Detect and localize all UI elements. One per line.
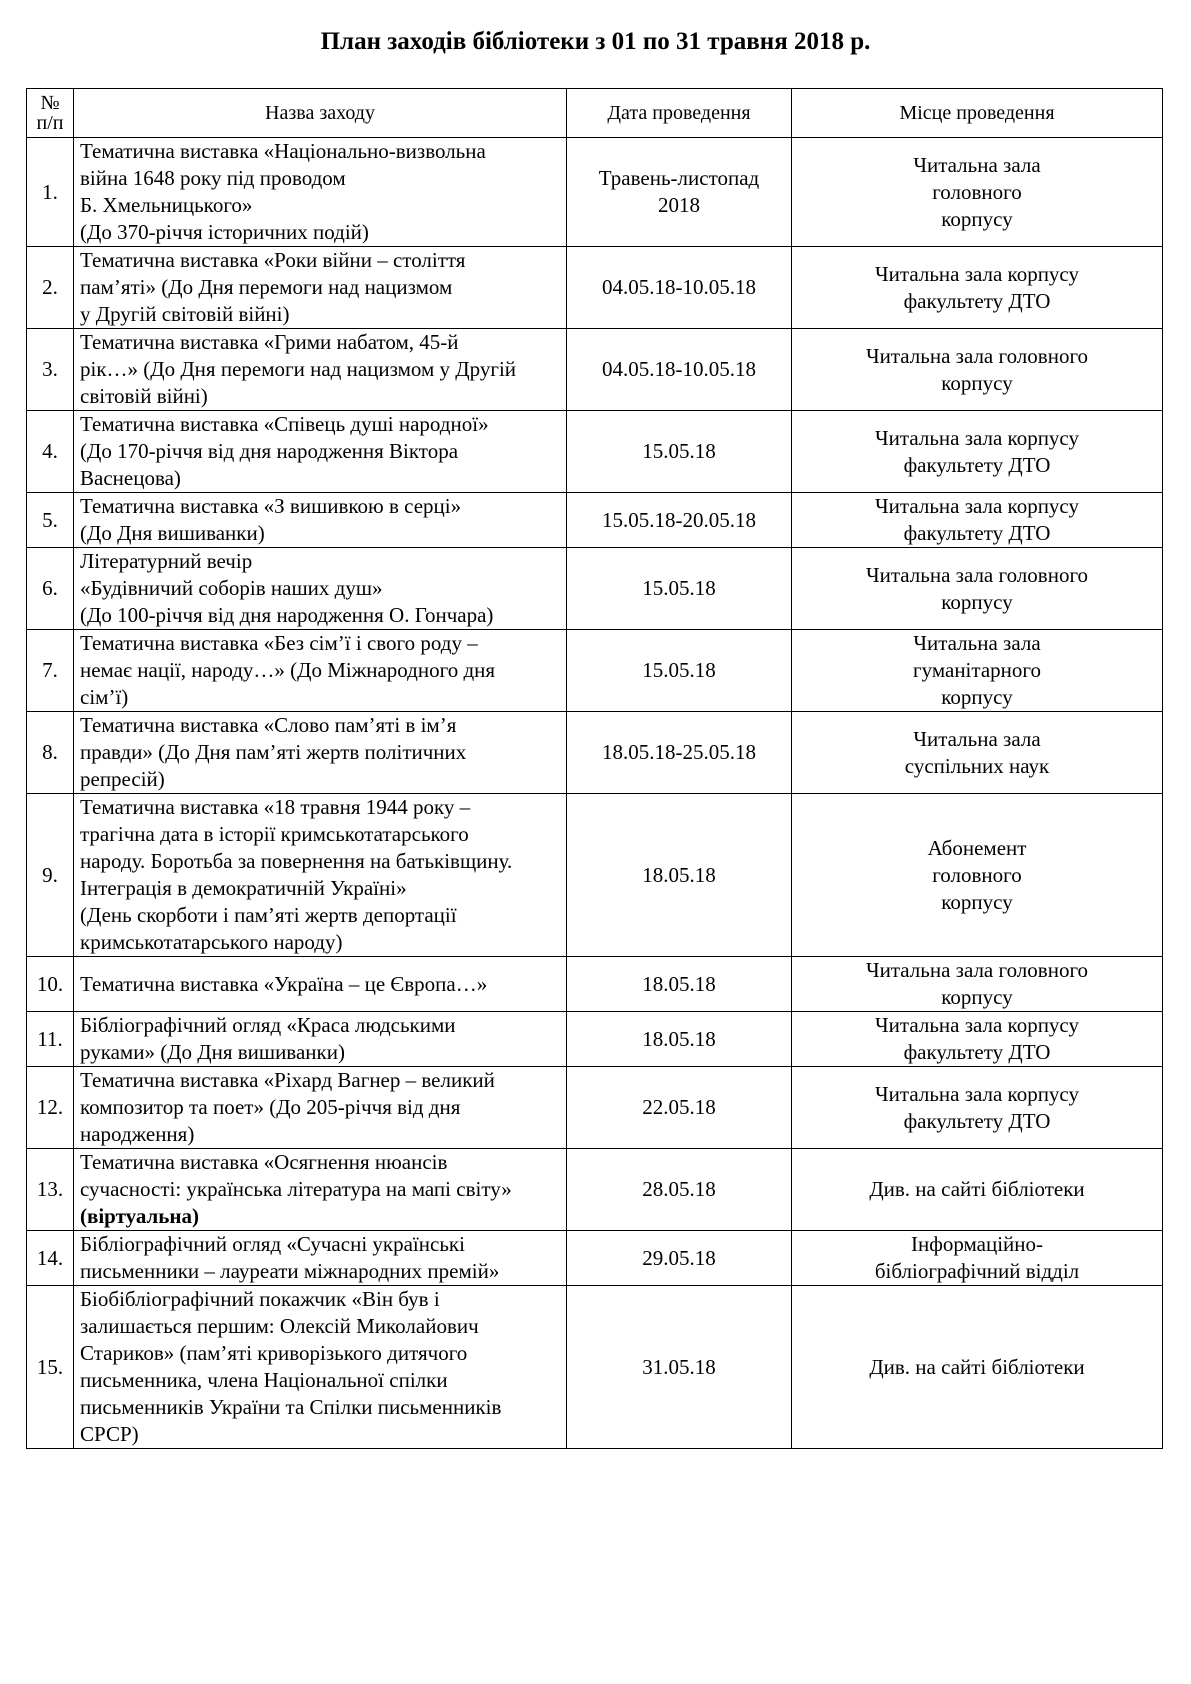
row-number: 1. bbox=[27, 138, 74, 247]
row-number: 14. bbox=[27, 1231, 74, 1286]
table-row bbox=[27, 1067, 1163, 1149]
event-name bbox=[74, 1067, 567, 1149]
cell-line: Біобібліографічний покажчик «Він був і bbox=[80, 1287, 440, 1311]
cell-line: 18.05.18 bbox=[642, 862, 716, 887]
cell-line: Травень-листопад bbox=[598, 166, 760, 190]
cell-line: 31.05.18 bbox=[642, 1354, 716, 1379]
row-number: 15. bbox=[27, 1286, 74, 1449]
cell-line: факультету ДТО bbox=[903, 1040, 1051, 1064]
cell-line: Читальна зала головного bbox=[865, 343, 1089, 368]
cell-line: Бібліографічний огляд «Краса людськими bbox=[80, 1013, 456, 1037]
cell-line: (До 100-річчя від дня народження О. Гончара) bbox=[80, 603, 494, 627]
cell-line: корпусу bbox=[941, 370, 1013, 395]
cell-line: Тематична виставка «Без сім’ї і свого роду – bbox=[80, 631, 478, 655]
cell-line: корпусу bbox=[941, 206, 1013, 231]
cell-line: корпусу bbox=[941, 889, 1013, 914]
cell-line: 18.05.18-25.05.18 bbox=[602, 740, 756, 764]
event-place bbox=[792, 548, 1163, 630]
event-place bbox=[792, 493, 1163, 548]
cell-line: письменників України та Спілки письменників bbox=[80, 1395, 502, 1419]
cell-line: суспільних наук bbox=[904, 753, 1050, 778]
cell-line: Літературний вечір bbox=[80, 549, 253, 573]
cell-line: Читальна зала корпусу bbox=[875, 425, 1079, 450]
cell-line: (До 370-річчя історичних подій) bbox=[80, 220, 369, 244]
event-name bbox=[74, 712, 567, 794]
cell-line: Читальна зала bbox=[913, 631, 1041, 655]
row-number: 13. bbox=[27, 1149, 74, 1231]
cell-line: Читальна зала bbox=[913, 726, 1041, 751]
event-place bbox=[792, 712, 1163, 794]
table-row bbox=[27, 329, 1163, 411]
event-date bbox=[567, 411, 792, 493]
table-body bbox=[27, 138, 1163, 1449]
header-event-name: Назва заходу bbox=[74, 89, 567, 138]
event-name bbox=[74, 247, 567, 329]
event-date bbox=[567, 712, 792, 794]
table-row bbox=[27, 794, 1163, 957]
cell-line: трагічна дата в історії кримськотатарського bbox=[80, 822, 469, 846]
cell-line: у Другій світовій війні) bbox=[80, 302, 290, 326]
cell-line: бібліографічний відділ bbox=[874, 1259, 1080, 1283]
row-number: 3. bbox=[27, 329, 74, 411]
cell-line: 29.05.18 bbox=[642, 1245, 716, 1270]
table-row bbox=[27, 1286, 1163, 1449]
table-row bbox=[27, 712, 1163, 794]
cell-line: Читальна зала bbox=[913, 152, 1041, 177]
cell-line: Інформаційно- bbox=[910, 1232, 1044, 1256]
cell-line: гуманітарного bbox=[913, 658, 1041, 682]
cell-line: народу. Боротьба за повернення на батьківщину. bbox=[80, 849, 513, 873]
event-name bbox=[74, 1286, 567, 1449]
event-note-bold: (віртуальна) bbox=[80, 1204, 199, 1228]
event-name bbox=[74, 329, 567, 411]
row-number: 7. bbox=[27, 630, 74, 712]
cell-line: Стариков» (пам’яті криворізького дитячого bbox=[80, 1341, 468, 1365]
cell-line: сучасності: українська література на мапі світу» bbox=[80, 1177, 512, 1201]
cell-line: корпусу bbox=[941, 589, 1013, 614]
cell-line: Див. на сайті бібліотеки bbox=[869, 1177, 1085, 1201]
event-date bbox=[567, 247, 792, 329]
cell-line: (До Дня вишиванки) bbox=[80, 521, 265, 545]
cell-line: рік…» (До Дня перемоги над нацизмом у Другій bbox=[80, 357, 517, 381]
cell-line: головного bbox=[932, 179, 1022, 204]
event-place bbox=[792, 1231, 1163, 1286]
cell-line: Читальна зала головного bbox=[865, 958, 1089, 982]
cell-line: СРСР) bbox=[80, 1422, 139, 1446]
cell-line: 18.05.18 bbox=[642, 1026, 716, 1051]
cell-line: факультету ДТО bbox=[903, 521, 1051, 545]
cell-line: правди» (До Дня пам’яті жертв політичних bbox=[80, 740, 467, 764]
cell-line: Тематична виставка «Україна – це Європа…» bbox=[80, 971, 488, 996]
event-place bbox=[792, 247, 1163, 329]
event-place bbox=[792, 1012, 1163, 1067]
cell-line: залишається першим: Олексій Миколайович bbox=[80, 1314, 479, 1338]
cell-line: сім’ї) bbox=[80, 685, 129, 709]
event-date bbox=[567, 957, 792, 1012]
cell-line: 28.05.18 bbox=[642, 1177, 716, 1201]
cell-line: Читальна зала корпусу bbox=[875, 494, 1079, 518]
row-number: 11. bbox=[27, 1012, 74, 1067]
cell-line: Читальна зала корпусу bbox=[875, 1013, 1079, 1037]
cell-line: 15.05.18 bbox=[642, 658, 716, 682]
event-date bbox=[567, 1231, 792, 1286]
table-row bbox=[27, 247, 1163, 329]
table-row bbox=[27, 1012, 1163, 1067]
cell-line: світовій війні) bbox=[80, 384, 208, 408]
cell-line: 15.05.18-20.05.18 bbox=[602, 507, 756, 532]
table-row bbox=[27, 1231, 1163, 1286]
event-place bbox=[792, 794, 1163, 957]
event-date bbox=[567, 329, 792, 411]
table-row bbox=[27, 138, 1163, 247]
table-row bbox=[27, 411, 1163, 493]
row-number: 9. bbox=[27, 794, 74, 957]
cell-line: пам’яті» (До Дня перемоги над нацизмом bbox=[80, 275, 453, 299]
cell-line: корпусу bbox=[941, 685, 1013, 709]
cell-line: Тематична виставка «Роки війни – століття bbox=[80, 248, 466, 272]
cell-line: Абонемент bbox=[927, 835, 1027, 860]
event-name bbox=[74, 548, 567, 630]
cell-line: війна 1648 року під проводом bbox=[80, 166, 346, 190]
event-place bbox=[792, 1149, 1163, 1231]
cell-line: Тематична виставка «Осягнення нюансів bbox=[80, 1150, 448, 1174]
event-name bbox=[74, 411, 567, 493]
cell-line: факультету ДТО bbox=[903, 288, 1051, 313]
table-row bbox=[27, 548, 1163, 630]
cell-line: Тематична виставка «Ріхард Вагнер – великий bbox=[80, 1068, 495, 1092]
row-number: 4. bbox=[27, 411, 74, 493]
row-number: 12. bbox=[27, 1067, 74, 1149]
cell-line: (День скорботи і пам’яті жертв депортації bbox=[80, 903, 457, 927]
cell-line: 2018 bbox=[658, 193, 700, 217]
cell-line: композитор та поет» (До 205-річчя від дня bbox=[80, 1095, 461, 1119]
cell-line: Тематична виставка «Співець душі народної» bbox=[80, 412, 489, 436]
row-number: 5. bbox=[27, 493, 74, 548]
cell-line: «Будівничий соборів наших душ» bbox=[80, 576, 383, 600]
cell-line: 04.05.18-10.05.18 bbox=[602, 357, 756, 381]
event-name bbox=[74, 138, 567, 247]
cell-line: Тематична виставка «З вишивкою в серці» bbox=[80, 494, 462, 518]
event-name bbox=[74, 957, 567, 1012]
event-date bbox=[567, 1012, 792, 1067]
cell-line: кримськотатарського народу) bbox=[80, 930, 343, 954]
event-name bbox=[74, 493, 567, 548]
event-date bbox=[567, 493, 792, 548]
event-date bbox=[567, 1149, 792, 1231]
events-table bbox=[26, 88, 1163, 1449]
cell-line: Читальна зала корпусу bbox=[875, 261, 1079, 286]
cell-line: Васнецова) bbox=[80, 466, 181, 490]
cell-line: Тематична виставка «18 травня 1944 року – bbox=[80, 795, 471, 819]
page-title: План заходів бібліотеки з 01 по 31 травня 2018 р. bbox=[320, 28, 871, 55]
cell-line: головного bbox=[932, 862, 1022, 887]
cell-line: 15.05.18 bbox=[642, 439, 716, 463]
cell-line: факультету ДТО bbox=[903, 1108, 1051, 1133]
cell-line: 22.05.18 bbox=[642, 1095, 716, 1119]
cell-line: народження) bbox=[80, 1122, 195, 1146]
event-place bbox=[792, 138, 1163, 247]
cell-line: Тематична виставка «Слово пам’яті в ім’я bbox=[80, 713, 457, 737]
cell-line: (До 170-річчя від дня народження Віктора bbox=[80, 439, 459, 463]
table-row bbox=[27, 1149, 1163, 1231]
cell-line: Див. на сайті бібліотеки bbox=[869, 1354, 1085, 1379]
cell-line: немає нації, народу…» (До Міжнародного дня bbox=[80, 658, 496, 682]
cell-line: руками» (До Дня вишиванки) bbox=[80, 1040, 345, 1064]
header-number: № п/п bbox=[27, 89, 74, 138]
event-name bbox=[74, 1149, 567, 1231]
event-place bbox=[792, 411, 1163, 493]
table-row bbox=[27, 493, 1163, 548]
event-name bbox=[74, 630, 567, 712]
event-name bbox=[74, 794, 567, 957]
event-date bbox=[567, 138, 792, 247]
header-date: Дата проведення bbox=[567, 89, 792, 138]
cell-line: 04.05.18-10.05.18 bbox=[602, 275, 756, 299]
cell-line: письменники – лауреати міжнародних премій» bbox=[80, 1259, 500, 1283]
event-date bbox=[567, 630, 792, 712]
event-date bbox=[567, 548, 792, 630]
cell-line: письменника, члена Національної спілки bbox=[80, 1368, 448, 1392]
cell-line: корпусу bbox=[941, 985, 1013, 1009]
event-name bbox=[74, 1012, 567, 1067]
cell-line: Тематична виставка «Національно-визвольна bbox=[80, 139, 486, 163]
table-row bbox=[27, 957, 1163, 1012]
table-header-row bbox=[27, 89, 1163, 138]
cell-line: Б. Хмельницького» bbox=[80, 193, 253, 217]
event-place bbox=[792, 329, 1163, 411]
event-date bbox=[567, 1067, 792, 1149]
row-number: 8. bbox=[27, 712, 74, 794]
cell-line: репресій) bbox=[80, 767, 165, 791]
cell-line: Читальна зала головного bbox=[865, 562, 1089, 587]
event-place bbox=[792, 1067, 1163, 1149]
event-place bbox=[792, 630, 1163, 712]
cell-line: 15.05.18 bbox=[642, 576, 716, 600]
event-place bbox=[792, 1286, 1163, 1449]
event-name bbox=[74, 1231, 567, 1286]
event-date bbox=[567, 1286, 792, 1449]
cell-line: Читальна зала корпусу bbox=[875, 1081, 1079, 1106]
cell-line: 18.05.18 bbox=[642, 971, 716, 996]
event-date bbox=[567, 794, 792, 957]
event-place bbox=[792, 957, 1163, 1012]
cell-line: Інтеграція в демократичній Україні» bbox=[80, 876, 407, 900]
row-number: 2. bbox=[27, 247, 74, 329]
header-place: Місце проведення bbox=[792, 89, 1163, 138]
table-row bbox=[27, 630, 1163, 712]
cell-line: Тематична виставка «Грими набатом, 45-й bbox=[80, 330, 459, 354]
cell-line: Бібліографічний огляд «Сучасні українські bbox=[80, 1232, 465, 1256]
row-number: 6. bbox=[27, 548, 74, 630]
row-number: 10. bbox=[27, 957, 74, 1012]
cell-line: факультету ДТО bbox=[903, 452, 1051, 477]
